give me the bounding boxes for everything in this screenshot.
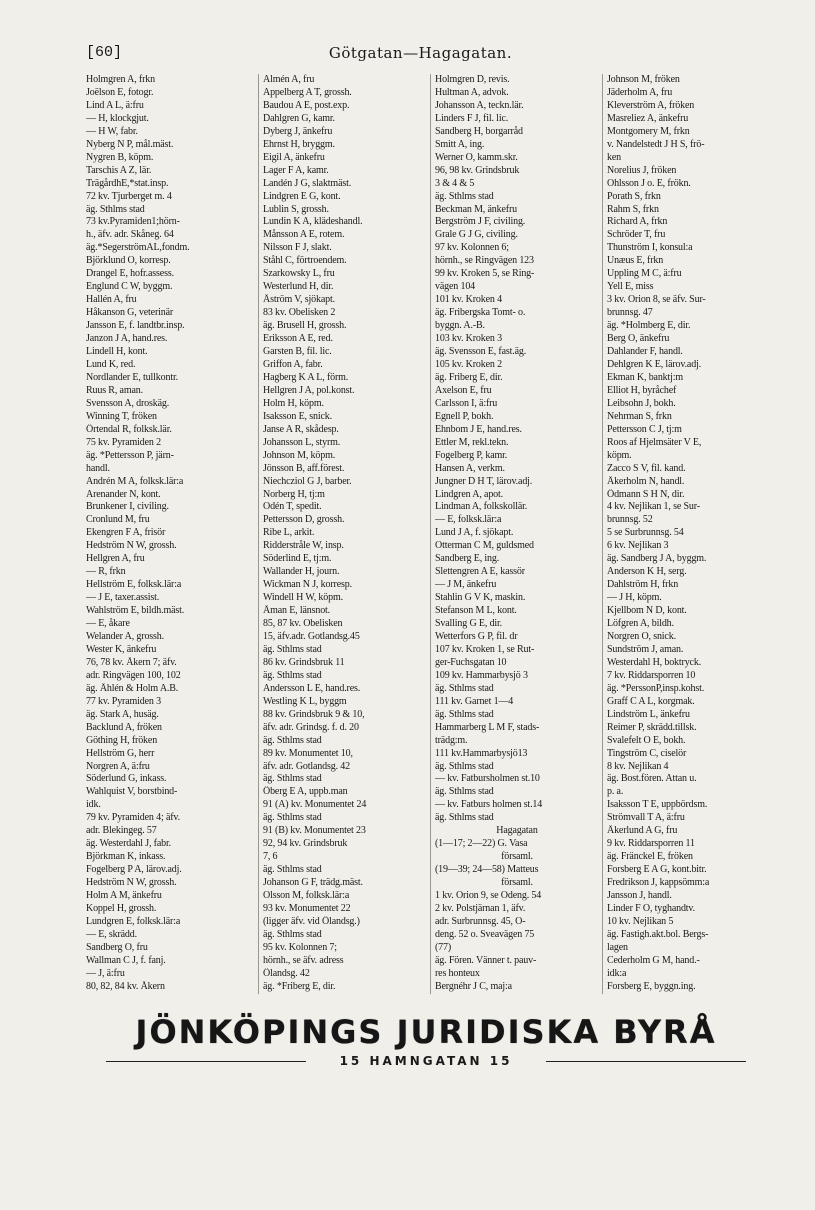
- directory-entry: Göthing H, fröken: [86, 734, 158, 746]
- directory-entry: Norgren A, ä:fru: [86, 760, 150, 772]
- directory-entry: Egnell P, bokh.: [435, 410, 494, 422]
- directory-entry: — J M, änkefru: [435, 579, 497, 591]
- directory-entry: Pettersson C J, tj:m: [607, 423, 682, 435]
- directory-entry: Anderson K H, serg.: [607, 566, 687, 578]
- directory-entry: Berg O, änkefru: [607, 333, 670, 345]
- directory-entry: äg. Fränckel E, fröken: [607, 851, 693, 863]
- directory-entry: Wester K, änkefru: [86, 643, 157, 655]
- directory-entry: Lund K, red.: [86, 358, 136, 370]
- directory-entry: trädg:m.: [435, 734, 468, 746]
- directory-entry: 15, äfv.adr. Gotlandsg.45: [263, 630, 360, 642]
- directory-entry: adr. Ringvägen 100, 102: [86, 669, 181, 681]
- directory-entry: Dahlgren G, kamr.: [263, 112, 335, 124]
- directory-entry: Sundström J, aman.: [607, 643, 684, 655]
- directory-entry: Dahlander F, handl.: [607, 346, 683, 358]
- directory-entry: Nilsson F J, slakt.: [263, 242, 332, 254]
- directory-entry: 72 kv. Tjurberget m. 4: [86, 190, 172, 202]
- directory-entry: (1—17; 2—22) G. Vasa: [435, 838, 528, 850]
- page-header: [86, 44, 755, 68]
- directory-entry: Roos af Hjelmsäter V E,: [607, 436, 702, 448]
- directory-entry: Björklund O, korresp.: [86, 255, 171, 267]
- directory-entry: Hellström E, folksk.lär:a: [86, 579, 182, 591]
- directory-entry: 5 se Surbrunnsg. 54: [607, 527, 684, 539]
- page-title: Götgatan—Hagagatan.: [328, 44, 513, 62]
- directory-entry: 99 kv. Kroken 5, se Ring-: [435, 268, 535, 280]
- directory-entry: Drangel E, hofr.assess.: [86, 268, 174, 280]
- directory-entry: Johansson L, styrm.: [263, 436, 341, 448]
- directory-entry: h., äfv. adr. Skåneg. 64: [86, 229, 174, 241]
- directory-entry: — kv. Fatburs holmen st.14: [435, 799, 543, 811]
- directory-entry: Lundgren E, folksk.lär:a: [86, 915, 181, 927]
- directory-entry: Reimer P, skrädd.tillsk.: [607, 721, 697, 733]
- directory-entry: Norelius J, fröken: [607, 164, 677, 176]
- directory-entry: Hagberg K A L, förm.: [263, 371, 349, 383]
- directory-entry: (ligger äfv. vid Ölandsg.): [263, 915, 360, 927]
- directory-entry: Eriksson A E, red.: [263, 333, 333, 345]
- directory-entry: Griffon A, fabr.: [263, 358, 323, 370]
- directory-entry: Lublin S, grossh.: [263, 203, 329, 215]
- directory-entry: Unæus E, frkn: [607, 255, 664, 267]
- directory-entry: äg. *Holmberg E, dir.: [607, 320, 691, 332]
- directory-entry: 101 kv. Kroken 4: [435, 294, 502, 306]
- directory-entry: byggn. A.-B.: [435, 320, 485, 332]
- directory-entry: äg. Fribergska Tomt- o.: [435, 307, 526, 319]
- directory-entry: Isaksson T E, uppbördsm.: [607, 799, 708, 811]
- directory-entry: Axelson E, fru: [435, 384, 492, 396]
- directory-entry: Ruus R, aman.: [86, 384, 143, 396]
- directory-entry: Rahm S, frkn: [607, 203, 659, 215]
- directory-entry: Tarschis A Z, lär.: [86, 164, 152, 176]
- directory-entry: Kjellbom N D, kont.: [607, 605, 687, 617]
- directory-entry: vägen 104: [435, 281, 476, 293]
- directory-entry: Hedström N W, grossh.: [86, 540, 177, 552]
- directory-entry: Forsberg E A G, kont.bitr.: [607, 864, 707, 876]
- directory-entry: Lind A L, ä:fru: [86, 99, 144, 111]
- directory-entry: Ridderstråle W, insp.: [263, 540, 344, 552]
- directory-entry: (19—39; 24—58) Matteus: [435, 864, 539, 876]
- directory-entry: Sandberg E, ing.: [435, 553, 500, 565]
- directory-entry: hörnh., se äfv. adress: [263, 954, 344, 966]
- directory-entry: Ödmann S H N, dir.: [607, 488, 685, 500]
- directory-entry: äg. Sthlms stad: [263, 812, 322, 824]
- directory-entry: Björkman K, inkass.: [86, 851, 166, 863]
- directory-entry: Norberg H, tj:m: [263, 488, 325, 500]
- directory-entry: Kleverström A, fröken: [607, 99, 695, 111]
- directory-entry: Porath S, frkn: [607, 190, 661, 202]
- directory-entry: Lindgren A, apot.: [435, 488, 503, 500]
- directory-entry: Hansen A, verkm.: [435, 462, 505, 474]
- directory-entry: Ohlsson J o. E, frökn.: [607, 177, 691, 189]
- directory-entry: äg. Sthlms stad: [435, 786, 494, 798]
- directory-entry: Johansson A, teckn.lär.: [435, 99, 524, 111]
- directory-entry: 8 kv. Nejlikan 4: [607, 760, 669, 772]
- directory-entry: äg. Westerdahl J, fabr.: [86, 838, 171, 850]
- directory-entry: 6 kv. Nejlikan 3: [607, 540, 669, 552]
- directory-entry: adr. Blekingeg. 57: [86, 825, 157, 837]
- page-number: [60]: [86, 44, 123, 61]
- directory-entry: Åkerholm N, handl.: [607, 475, 685, 487]
- directory-entry: Johnson M, köpm.: [263, 449, 336, 461]
- directory-entry: TrägårdhE,*stat.insp.: [86, 177, 169, 189]
- directory-entry: Hallén A, fru: [86, 294, 137, 306]
- directory-entry: äg. Sthlms stad: [435, 760, 494, 772]
- directory-entry: församl.: [501, 851, 533, 863]
- advertisement-address-row: [86, 1054, 766, 1068]
- directory-entry: — E, åkare: [86, 618, 130, 630]
- directory-entry: Ehrnst H, bryggm.: [263, 138, 335, 150]
- directory-entry: Andrén M A, folksk.lär:a: [86, 475, 184, 487]
- directory-entry: 75 kv. Pyramiden 2: [86, 436, 161, 448]
- directory-entry: äg. Brusell H, grossh.: [263, 320, 347, 332]
- directory-entry: Appelberg A T, grossh.: [263, 86, 352, 98]
- directory-entry: 7, 6: [263, 851, 278, 863]
- directory-entry: Graff C A L, korgmak.: [607, 695, 695, 707]
- directory-entry: äg. Sthlms stad: [86, 203, 145, 215]
- directory-entry: Smitt A, ing.: [435, 138, 485, 150]
- directory-entry: Cederholm G M, hand.-: [607, 954, 700, 966]
- directory-entry: res honteux: [435, 967, 480, 979]
- directory-entry: Cronlund M, fru: [86, 514, 150, 526]
- directory-entry: äg. Sthlms stad: [263, 928, 322, 940]
- directory-entry: Åkerlund A G, fru: [607, 825, 678, 837]
- directory-entry: Strömvall T A, ä:fru: [607, 812, 685, 824]
- directory-entry: 109 kv. Hammarbysjö 3: [435, 669, 528, 681]
- directory-entry: Fogelberg P, kamr.: [435, 449, 508, 461]
- directory-entry: äg. Fören. Vänner t. pauv-: [435, 954, 537, 966]
- directory-entry: Sandberg O, fru: [86, 941, 148, 953]
- directory-entry: Pettersson D, grossh.: [263, 514, 345, 526]
- column-3: [430, 74, 599, 994]
- directory-entry: 95 kv. Kolonnen 7;: [263, 941, 337, 953]
- directory-entry: Slettengren A E, kassör: [435, 566, 525, 578]
- directory-entry: Uppling M C, ä:fru: [607, 268, 682, 280]
- directory-entry: Åström V, sjökapt.: [263, 294, 335, 306]
- directory-entry: äg. Sthlms stad: [435, 812, 494, 824]
- directory-entry: äg. *PerssonP,insp.kohst.: [607, 682, 705, 694]
- directory-entry: Johnson M, fröken: [607, 74, 680, 85]
- directory-entry: — R, frkn: [86, 566, 126, 578]
- directory-entry: Jäderholm A, fru: [607, 86, 673, 98]
- directory-entry: 89 kv. Monumentet 10,: [263, 747, 353, 759]
- directory-entry: p. a.: [607, 786, 624, 798]
- directory-entry: — H, klockgjut.: [86, 112, 149, 124]
- directory-entry: Fogelberg P A, lärov.adj.: [86, 864, 182, 876]
- directory-entry: Olsson M, folksk.lär:a: [263, 890, 350, 902]
- directory-columns: [86, 74, 766, 994]
- directory-entry: äg. Sthlms stad: [435, 190, 494, 202]
- advertisement-address: 15 HAMNGATAN 15: [339, 1054, 513, 1068]
- directory-entry: lagen: [607, 941, 628, 953]
- directory-entry: Szarkowsky L, fru: [263, 268, 335, 280]
- directory-entry: 9 kv. Riddarsporren 11: [607, 838, 695, 850]
- directory-entry: Yell E, miss: [607, 281, 654, 293]
- directory-entry: Masreliez A, änkefru: [607, 112, 689, 124]
- directory-entry: Koppel H, grossh.: [86, 903, 157, 914]
- directory-entry: äg. Sandberg J A, byggm.: [607, 553, 707, 565]
- directory-entry: Wickman N J, korresp.: [263, 579, 352, 591]
- directory-entry: Holmgren A, frkn: [86, 74, 155, 85]
- directory-entry: Linder F O, tyghandtv.: [607, 903, 695, 914]
- directory-entry: brunnsg. 52: [607, 514, 653, 526]
- directory-entry: v. Nandelstedt J H S, frö-: [607, 138, 705, 150]
- directory-entry: Holm H, köpm.: [263, 397, 324, 409]
- directory-entry: Svalling G E, dir.: [435, 618, 503, 630]
- directory-entry: Montgomery M, frkn: [607, 125, 690, 137]
- directory-entry: 88 kv. Grindsbruk 9 & 10,: [263, 708, 365, 720]
- column-1: [86, 74, 250, 994]
- directory-entry: Svensson A, droskäg.: [86, 397, 170, 409]
- directory-entry: Månsson A E, rotem.: [263, 229, 345, 241]
- directory-entry: 85, 87 kv. Obelisken: [263, 618, 343, 630]
- directory-entry: Stefanson M L, kont.: [435, 605, 517, 617]
- directory-entry: Beckman M, änkefru: [435, 203, 517, 215]
- directory-entry: Holmgren D, revis.: [435, 74, 510, 85]
- directory-entry: — H W, fabr.: [86, 125, 138, 137]
- directory-entry: Isaksson E, snick.: [263, 410, 332, 422]
- directory-entry: äg. Svensson E, fast.äg.: [435, 346, 527, 358]
- directory-entry: Eigil A, änkefru: [263, 151, 325, 163]
- directory-entry: Carlsson I, ä:fru: [435, 397, 498, 409]
- directory-entry: deng. 52 o. Sveavägen 75: [435, 928, 535, 940]
- directory-entry: 2 kv. Polstjärnan 1, äfv.: [435, 903, 526, 914]
- directory-entry: Söderlund G, inkass.: [86, 773, 167, 785]
- directory-entry: Ettler M, rekl.tekn.: [435, 436, 509, 448]
- directory-entry: Löfgren A, bildh.: [607, 618, 674, 630]
- directory-entry: Sandberg H, borgarråd: [435, 125, 523, 137]
- directory-entry: Lindman A, folkskollär.: [435, 501, 528, 513]
- directory-entry: Svalefelt O E, bokh.: [607, 734, 686, 746]
- directory-entry: Winning T, fröken: [86, 410, 157, 422]
- directory-entry: Nordlander E, tullkontr.: [86, 371, 178, 383]
- directory-entry: Zacco S V, fil. kand.: [607, 462, 686, 474]
- directory-entry: äg. *Pettersson P, järn-: [86, 449, 174, 461]
- directory-entry: 79 kv. Pyramiden 4; äfv.: [86, 812, 180, 824]
- directory-entry: 3 kv. Orion 8, se äfv. Sur-: [607, 294, 706, 306]
- directory-entry: Jungner D H T, lärov.adj.: [435, 475, 533, 487]
- directory-entry: Otterman C M, guldsmed: [435, 540, 534, 552]
- directory-entry: hörnh., se Ringvägen 123: [435, 255, 534, 267]
- directory-entry: Baudou A E, post.exp.: [263, 99, 350, 111]
- directory-entry: äg. Stark A, husäg.: [86, 708, 159, 720]
- directory-entry: 3 & 4 & 5: [435, 177, 475, 189]
- column-4: [602, 74, 766, 994]
- directory-entry: äg. Sthlms stad: [263, 643, 322, 655]
- directory-entry: adr. Surbrunnsg. 45, O-: [435, 915, 526, 927]
- directory-entry: Hultman A, advok.: [435, 86, 509, 98]
- directory-entry: Ekengren F A, frisör: [86, 527, 166, 539]
- directory-entry: 73 kv.Pyramiden1;hörn-: [86, 216, 180, 228]
- directory-entry: idk.: [86, 799, 101, 811]
- directory-entry: Westerdahl H, boktryck.: [607, 656, 702, 668]
- directory-entry: Nygren B, köpm.: [86, 151, 154, 163]
- directory-entry: 111 kv. Garnet 1—4: [435, 695, 514, 707]
- directory-entry: 7 kv. Riddarsporren 10: [607, 669, 696, 681]
- directory-entry: 105 kv. Kroken 2: [435, 358, 502, 370]
- directory-entry: Ekman K, banktj:m: [607, 371, 684, 383]
- directory-entry: — J, ä:fru: [86, 967, 125, 979]
- directory-entry: — E, skrädd.: [86, 928, 137, 940]
- directory-entry: idk:a: [607, 967, 627, 979]
- directory-entry: Ölandsg. 42: [263, 967, 310, 979]
- directory-entry: Wahlström E, bildh.mäst.: [86, 605, 185, 617]
- directory-entry: Thunström I, konsul:a: [607, 242, 693, 254]
- directory-entry: Niechcziol G J, barber.: [263, 475, 352, 487]
- directory-entry: 83 kv. Obelisken 2: [263, 307, 336, 319]
- directory-entry: Richard A, frkn: [607, 216, 668, 228]
- directory-entry: 4 kv. Nejlikan 1, se Sur-: [607, 501, 700, 513]
- directory-entry: Hellgren J A, pol.konst.: [263, 384, 355, 396]
- directory-entry: Werner O, kamm.skr.: [435, 151, 518, 163]
- directory-entry: Lundin K A, klädeshandl.: [263, 216, 363, 228]
- column-2: [258, 74, 427, 994]
- directory-entry: Hellström G, herr: [86, 747, 155, 759]
- directory-entry: Wallander H, journ.: [263, 566, 340, 578]
- directory-entry: äg. Åhlén & Holm A.B.: [86, 682, 179, 694]
- directory-entry: Ståhl C, förtroendem.: [263, 255, 347, 267]
- directory-entry: brunnsg. 47: [607, 307, 653, 319]
- directory-entry: 80, 82, 84 kv. Åkern: [86, 980, 165, 992]
- directory-entry: Jansson J, handl.: [607, 890, 672, 902]
- directory-entry: 1 kv. Orion 9, se Odeng. 54: [435, 890, 542, 902]
- directory-entry: Johanson G F, trädg.mäst.: [263, 877, 363, 889]
- directory-entry: Lindgren E G, kont.: [263, 190, 341, 202]
- directory-entry: Arenander N, kont.: [86, 488, 161, 500]
- directory-entry: Wallman C J, f. fanj.: [86, 954, 166, 966]
- directory-entry: Janzon J A, hand.res.: [86, 333, 168, 345]
- directory-entry: Leibsohn J, bokh.: [607, 397, 676, 409]
- directory-entry: 93 kv. Monumentet 22: [263, 903, 351, 914]
- directory-entry: Åman E, länsnot.: [263, 605, 331, 617]
- advertisement-title: JÖNKÖPINGS JURIDISKA BYRÅ: [135, 1013, 717, 1051]
- directory-entry: 107 kv. Kroken 1, se Rut-: [435, 643, 535, 655]
- directory-entry: Westling K L, byggm: [263, 695, 347, 707]
- directory-entry: Grale G J G, civiling.: [435, 229, 518, 241]
- directory-entry: Bergnéhr J C, maj:a: [435, 980, 512, 992]
- directory-entry: 103 kv. Kroken 3: [435, 333, 502, 345]
- directory-entry: Örtendal R, folksk.lär.: [86, 423, 172, 435]
- directory-entry: Tingström C, ciselör: [607, 747, 687, 759]
- directory-entry: ken: [607, 151, 621, 163]
- directory-entry: Dahlström H, frkn: [607, 579, 679, 591]
- directory-entry: Almén A, fru: [263, 74, 315, 85]
- directory-entry: äg. Sthlms stad: [435, 682, 494, 694]
- directory-entry: äfv. adr. Gotlandsg. 42: [263, 760, 350, 772]
- directory-entry: äg. Sthlms stad: [263, 669, 322, 681]
- directory-entry: äg.*SegerströmAL,fondm.: [86, 242, 190, 254]
- directory-entry: handl.: [86, 462, 110, 474]
- directory-entry: 92, 94 kv. Grindsbruk: [263, 838, 348, 850]
- directory-entry: 10 kv. Nejlikan 5: [607, 915, 674, 927]
- directory-entry: Forsberg E, byggn.ing.: [607, 980, 696, 992]
- directory-entry: Janse A R, skådesp.: [263, 423, 339, 435]
- directory-entry: — kv. Fatbursholmen st.10: [435, 773, 540, 785]
- directory-entry: Elliot H, byråchef: [607, 384, 677, 396]
- directory-entry: Jönsson B, aff.förest.: [263, 462, 345, 474]
- directory-entry: ger-Fuchsgatan 10: [435, 656, 507, 668]
- directory-entry: äg. Sthlms stad: [263, 864, 322, 876]
- directory-entry: Lindell H, kont.: [86, 346, 148, 358]
- directory-entry: äg. *Friberg E, dir.: [263, 980, 336, 992]
- directory-entry: Ehnbom J E, hand.res.: [435, 423, 522, 435]
- directory-entry: Windell H W, köpm.: [263, 592, 343, 604]
- directory-entry: Backlund A, fröken: [86, 721, 162, 733]
- directory-entry: Joëlson E, fotogr.: [86, 86, 154, 98]
- directory-entry: Lager F A, kamr.: [263, 164, 329, 176]
- directory-entry: Linders F J, fil. lic.: [435, 112, 509, 124]
- directory-entry: 91 (B) kv. Monumentet 23: [263, 825, 366, 837]
- directory-entry: Garsten B, fil. lic.: [263, 346, 332, 358]
- directory-entry: äg. Sthlms stad: [435, 708, 494, 720]
- directory-entry: Wahlquist V, borstbind-: [86, 786, 178, 798]
- directory-entry: Ribe L, arkit.: [263, 527, 315, 539]
- directory-entry: Dehlgren K E, lärov.adj.: [607, 358, 702, 370]
- directory-entry: Lund J A, f. sjökapt.: [435, 527, 514, 539]
- directory-entry: Schröder T, fru: [607, 229, 666, 241]
- directory-entry: Lindström L, änkefru: [607, 708, 690, 720]
- directory-entry: Andersson L E, hand.res.: [263, 682, 361, 694]
- directory-entry: Nyberg N P, mål.mäst.: [86, 138, 174, 150]
- directory-entry: Brunkener I, civiling.: [86, 501, 169, 513]
- directory-entry: Fredrikson J, kappsömm:a: [607, 877, 710, 889]
- directory-entry: 76, 78 kv. Åkern 7; äfv.: [86, 656, 177, 668]
- directory-entry: 77 kv. Pyramiden 3: [86, 695, 161, 707]
- directory-entry: 91 (A) kv. Monumentet 24: [263, 799, 367, 811]
- directory-entry: Håkanson G, veterinär: [86, 307, 174, 319]
- directory-entry: Hedström N W, grossh.: [86, 877, 177, 889]
- directory-entry: Welander A, grossh.: [86, 630, 164, 642]
- directory-entry: — E, folksk.lär:a: [435, 514, 502, 526]
- directory-entry: 96, 98 kv. Grindsbruk: [435, 164, 520, 176]
- directory-entry: Westerlund H, dir.: [263, 281, 334, 293]
- directory-entry: Nehrman S, frkn: [607, 410, 672, 422]
- directory-entry: äg. Bost.fören. Attan u.: [607, 773, 697, 785]
- advertisement-banner: [86, 1014, 766, 1084]
- directory-entry: 86 kv. Grindsbruk 11: [263, 656, 345, 668]
- directory-entry: äg. Sthlms stad: [263, 773, 322, 785]
- directory-entry: Jansson E, f. landtbr.insp.: [86, 320, 185, 332]
- directory-entry: Hagagatan: [496, 825, 538, 837]
- directory-entry: Holm A M, änkefru: [86, 890, 162, 902]
- directory-entry: Hammarberg L M F, stads-: [435, 721, 540, 733]
- directory-entry: Stahlin G V K, maskin.: [435, 592, 526, 604]
- directory-entry: 111 kv.Hammarbysjö13: [435, 747, 528, 759]
- directory-entry: — J H, köpm.: [607, 592, 662, 604]
- directory-entry: (77): [435, 941, 452, 953]
- directory-entry: Hellgren A, fru: [86, 553, 145, 565]
- directory-entry: äg. Friberg E, dir.: [435, 371, 503, 383]
- directory-entry: församl.: [501, 877, 533, 889]
- directory-entry: Landén J G, slaktmäst.: [263, 177, 352, 189]
- directory-entry: Englund C W, byggm.: [86, 281, 173, 293]
- directory-entry: äfv. adr. Grindsg. f. d. 20: [263, 721, 359, 733]
- directory-entry: Wetterfors G P, fil. dr: [435, 630, 518, 642]
- directory-entry: — J E, taxer.assist.: [86, 592, 160, 604]
- directory-entry: 97 kv. Kolonnen 6;: [435, 242, 509, 254]
- directory-entry: Norgren O, snick.: [607, 630, 676, 642]
- directory-entry: äg. Fastigh.akt.bol. Bergs-: [607, 928, 709, 940]
- directory-entry: Bergström J F, civiling.: [435, 216, 526, 228]
- directory-entry: Dyberg J, änkefru: [263, 125, 333, 137]
- directory-entry: Öberg E A, uppb.man: [263, 786, 348, 798]
- directory-entry: Söderlind E, tj:m.: [263, 553, 332, 565]
- directory-entry: äg. Sthlms stad: [263, 734, 322, 746]
- directory-entry: köpm.: [607, 449, 632, 461]
- directory-entry: Odén T, spedit.: [263, 501, 322, 513]
